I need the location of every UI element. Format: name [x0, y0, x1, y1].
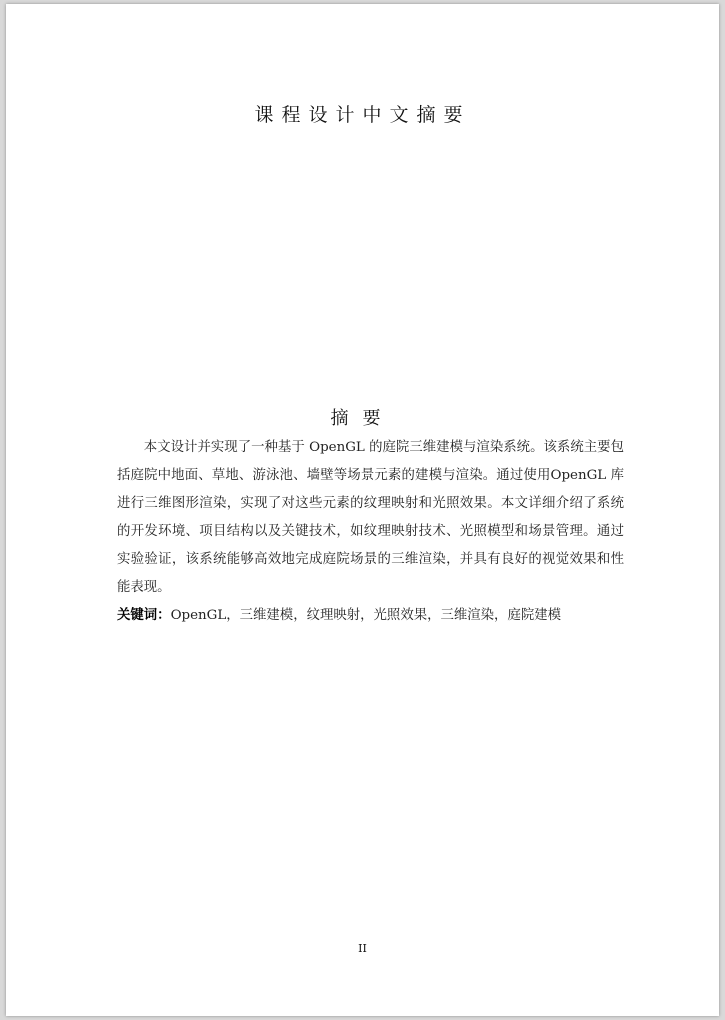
document-page: [6, 4, 719, 1016]
keywords-line: [117, 602, 624, 630]
keywords-text: OpenGL，三维建模，纹理映射，光照效果，三维渲染，庭院建模: [170, 608, 562, 623]
cover-title: 课程设计中文摘要: [254, 104, 471, 126]
abstract-heading: 摘要: [330, 408, 395, 429]
page-number: II: [358, 942, 367, 955]
keywords-label: 关键词：: [117, 608, 171, 623]
abstract-body: 本文设计并实现了一种基于 OpenGL 的庭院三维建模与渲染系统。该系统主要包括庭院中地面、草地、游泳池、墙壁等场景元素的建模与渲染。通过使用OpenGL 库进行三维图形渲染，实现了对这些元素的纹理映射和光照效果。本文详细介绍了系统的开发环境、项目结构以及关键技术，如纹理映射技术、光照模型和场景管理。通过实验验证，该系统能够高效地完成庭院场景的三维渲染，并具有良好的视觉效果和性能表现。: [117, 440, 624, 595]
